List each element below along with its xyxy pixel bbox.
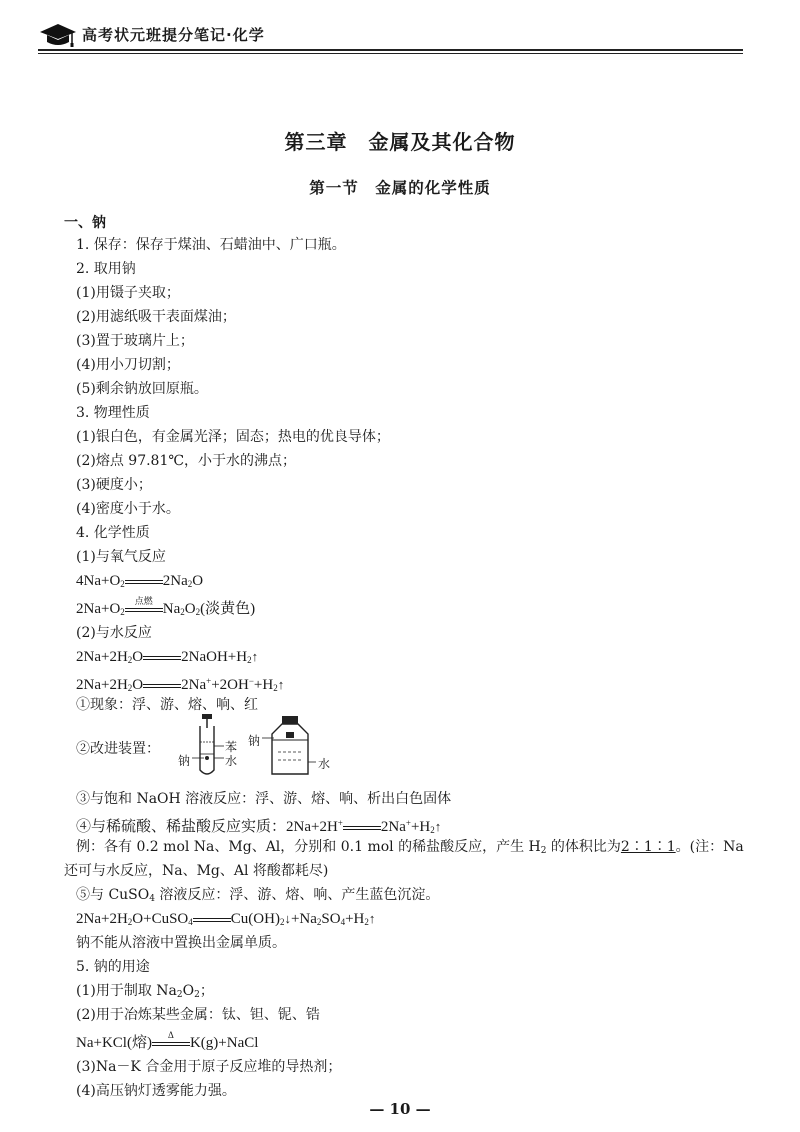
apparatus-drawing bbox=[170, 712, 370, 782]
text-line: 4. 化学性质 bbox=[76, 525, 150, 541]
text-line: 5. 钠的用途 bbox=[76, 959, 150, 975]
text-line: (2)与水反应 bbox=[76, 625, 152, 641]
text-line: (2)用于冶炼某些金属：钛、钽、铌、锆 bbox=[76, 1007, 320, 1023]
text-line: 还可与水反应，Na、Mg、Al 将酸都耗尽) bbox=[64, 863, 329, 879]
apparatus-diagram bbox=[170, 712, 370, 782]
reaction-condition: Δ bbox=[168, 1029, 174, 1040]
header-rule bbox=[38, 49, 743, 51]
text-line: (1)用镊子夹取； bbox=[76, 285, 180, 301]
text-line: 3. 物理性质 bbox=[76, 405, 150, 421]
label-sodium: 钠 bbox=[248, 734, 261, 748]
text-line: (5)剩余钠放回原瓶。 bbox=[76, 381, 208, 397]
answer-ratio: 2∶1∶1 bbox=[620, 839, 676, 855]
equation-1: $4Na+O_2$ $2Na_2O$ bbox=[76, 573, 204, 589]
gas-arrow-icon: ↑ bbox=[277, 677, 285, 692]
equation-2: $2Na+O_2$ 点燃 $Na_2O_2$(淡黄色) bbox=[76, 595, 256, 617]
chapter-title: 第三章 金属及其化合物 bbox=[284, 130, 516, 154]
text-line: ④与稀硫酸、稀盐酸反应实质：2Na+2H+ $2Na^++H_2↑$ bbox=[76, 818, 442, 835]
section-title: 第一节 金属的化学性质 bbox=[309, 179, 491, 197]
text-line: (4)高压钠灯透雾能力强。 bbox=[76, 1083, 236, 1099]
text-line: 例：各有 0.2 mol Na、Mg、Al，分别和 0.1 mol 的稀盐酸反应，产生 $H_2$ 的体积比为2∶1∶1。(注：Na bbox=[76, 839, 744, 856]
header-rule-thin bbox=[38, 53, 743, 54]
text-line: (1)与氧气反应 bbox=[76, 549, 166, 565]
equation-5: $2Na+2H_2O+CuSO_4$ $Cu(OH)_2↓+Na_2SO_4+H_2↑$ bbox=[76, 911, 376, 927]
label-benzene: 苯 bbox=[225, 740, 238, 754]
reaction-condition: 点燃 bbox=[134, 595, 153, 606]
text-line: (4)用小刀切割； bbox=[76, 357, 180, 373]
text-line: (1)银白色，有金属光泽；固态；热电的优良导体； bbox=[76, 429, 390, 445]
equation-6: Na+KCl(熔) Δ K(g)+NaCl bbox=[76, 1029, 259, 1051]
text-line: (3)Na－K 合金用于原子反应堆的导热剂； bbox=[76, 1059, 342, 1075]
text-line: 钠不能从溶液中置换出金属单质。 bbox=[76, 935, 286, 951]
text-line: (3)硬度小； bbox=[76, 477, 152, 493]
text-line: (4)密度小于水。 bbox=[76, 501, 180, 517]
text-line: (2)用滤纸吸干表面煤油； bbox=[76, 309, 236, 325]
label-water: 水 bbox=[225, 754, 238, 768]
page-header bbox=[38, 18, 743, 54]
text-line: ①现象：浮、游、熔、响、红 bbox=[76, 697, 258, 713]
label-water: 水 bbox=[318, 757, 331, 771]
page-number: — 10 — bbox=[369, 1100, 431, 1118]
header-title: 高考状元班提分笔记·化学 bbox=[82, 26, 265, 44]
heading-sodium: 一、钠 bbox=[64, 215, 106, 231]
text-line: 2. 取用钠 bbox=[76, 261, 136, 277]
text-line: 1. 保存：保存于煤油、石蜡油中、广口瓶。 bbox=[76, 237, 346, 253]
gas-arrow-icon: ↑ bbox=[251, 649, 259, 664]
precipitate-arrow-icon: ↓ bbox=[284, 911, 291, 926]
text-line: (1)用于制取 $Na_2O_2$； bbox=[76, 983, 214, 1000]
label-sodium: 钠 bbox=[178, 754, 191, 768]
gas-arrow-icon: ↑ bbox=[434, 819, 442, 834]
text-line: (2)熔点 97.81℃，小于水的沸点； bbox=[76, 453, 297, 469]
graduation-cap-icon bbox=[38, 22, 78, 48]
text-line: ⑤与 CuSO$_4$ 溶液反应：浮、游、熔、响、产生蓝色沉淀。 bbox=[76, 887, 440, 904]
text-line: ②改进装置： bbox=[76, 741, 160, 757]
text-line: (3)置于玻璃片上； bbox=[76, 333, 194, 349]
text-line: ③与饱和 NaOH 溶液反应：浮、游、熔、响、析出白色固体 bbox=[76, 791, 452, 807]
gas-arrow-icon: ↑ bbox=[368, 911, 376, 926]
equation-3: $2Na+2H_2O$ $2NaOH+H_2↑$ bbox=[76, 649, 259, 665]
equation-4: $2Na+2H_2O$ $2Na^++2OH^-+H_2↑$ bbox=[76, 676, 285, 693]
